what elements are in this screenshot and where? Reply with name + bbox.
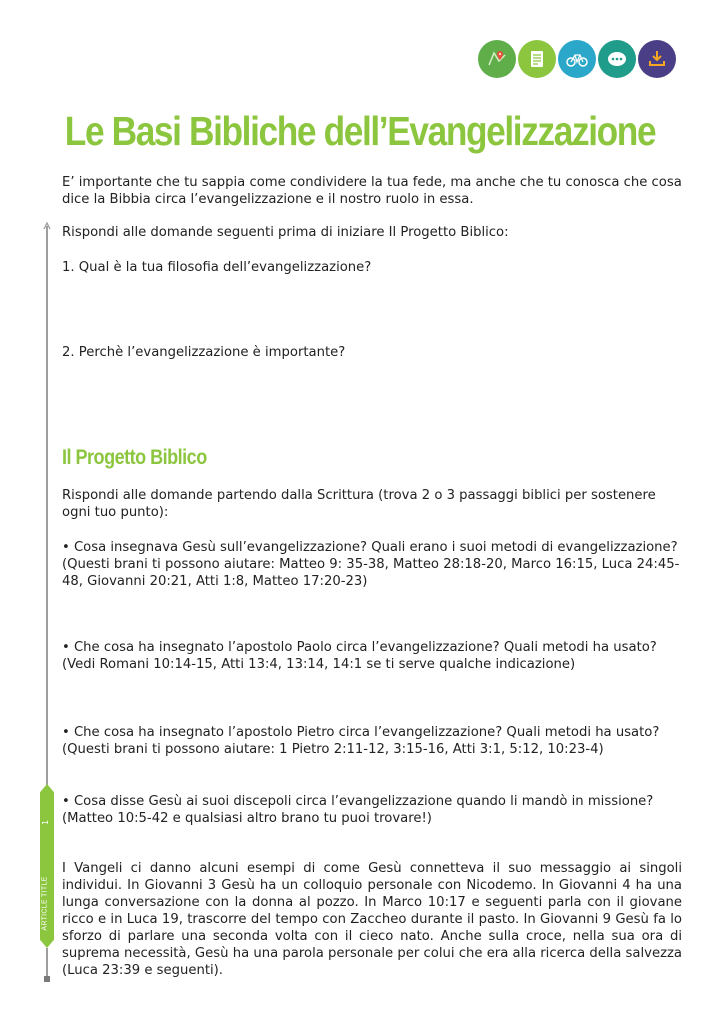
question-1-block — [62, 259, 682, 276]
bullet-question: • Che cosa ha insegnato l’apostolo Pietro circa l’evangelizzazione? Quali metodi ha usato? — [62, 725, 660, 740]
closing-paragraph: I Vangeli ci danno alcuni esempi di come Gesù connetteva il suo messaggio ai singoli individui. In Giovanni 3 Gesù ha un colloquio personale con Nicodemo. In Giovanni 4 ha una lunga conversazione con la donna al pozzo. In Marco 10:17 e seguenti parla con il giovane ricco e in Luca 19, trascorre del tempo con Zaccheo durante il pasto. In Giovanni 9 Gesù fa lo sforzo di parlare una seconda volta con il cieco nato. Anche sulla croce, nella sua ora di suprema necessità, Gesù ha una parola personale per colui che era alla ricerca della salvezza (Luca 23:39 e seguenti). — [62, 861, 682, 978]
section-intro: Rispondi alle domande partendo dalla Scrittura (trova 2 o 3 passaggi biblici per sostenere ogni tuo punto): — [62, 488, 656, 520]
bullet-question: • Che cosa ha insegnato l’apostolo Paolo circa l’evangelizzazione? Quali metodi ha usato? — [62, 640, 657, 655]
question-2: 2. Perchè l’evangelizzazione è importante? — [62, 345, 346, 360]
side-rail-end — [44, 976, 50, 982]
bullet-4 — [62, 793, 682, 827]
section-title: Il Progetto Biblico — [62, 446, 207, 469]
side-rail — [46, 226, 48, 786]
bullet-2 — [62, 639, 682, 673]
bullet-hint: (Matteo 10:5-42 e qualsiasi altro brano tu puoi trovare!) — [62, 811, 432, 826]
side-tab-page-number: 1 — [41, 819, 51, 826]
closing-block — [62, 860, 682, 979]
page-title: Le Basi Bibliche dell’Evangelizzazione — [64, 108, 656, 154]
intro-block — [62, 174, 682, 208]
map-pin-icon[interactable] — [478, 40, 516, 78]
side-tab-label: ARTICLE TITLE — [41, 876, 49, 931]
chat-bubble-icon[interactable] — [598, 40, 636, 78]
bullet-question: • Cosa insegnava Gesù sull’evangelizzazione? Quali erano i suoi metodi di evangelizzazione? — [62, 540, 678, 555]
intro-paragraph: E’ importante che tu sappia come condividere la tua fede, ma anche che tu conosca che cosa dice la Bibbia circa l’evangelizzazione e il nostro ruolo in essa. — [62, 175, 682, 207]
download-icon[interactable] — [638, 40, 676, 78]
bullet-1 — [62, 539, 682, 590]
header-icon-bar — [478, 40, 676, 78]
question-2-block — [62, 344, 682, 361]
section-intro-block — [62, 487, 682, 521]
bullet-hint: (Vedi Romani 10:14-15, Atti 13:4, 13:14, 14:1 se ti serve qualche indicazione) — [62, 657, 576, 672]
bullet-question: • Cosa disse Gesù ai suoi discepoli circa l’evangelizzazione quando li mandò in missione? — [62, 794, 654, 809]
instruction-block — [62, 224, 682, 241]
document-icon[interactable] — [518, 40, 556, 78]
instruction-text: Rispondi alle domande seguenti prima di iniziare Il Progetto Biblico: — [62, 225, 509, 240]
side-rail-bottom — [46, 948, 48, 976]
bullet-3 — [62, 724, 682, 758]
bullet-hint: (Questi brani ti possono aiutare: 1 Pietro 2:11-12, 3:15-16, Atti 3:1, 5:12, 10:23-4) — [62, 742, 604, 757]
question-1: 1. Qual è la tua filosofia dell’evangelizzazione? — [62, 260, 372, 275]
bicycle-icon[interactable] — [558, 40, 596, 78]
bullet-hint: (Questi brani ti possono aiutare: Matteo 9: 35-38, Matteo 28:18-20, Marco 16:15, Luca 24:45-48, Giovanni 20:21, Atti 1:8, Matteo 17:20-23) — [62, 557, 680, 589]
